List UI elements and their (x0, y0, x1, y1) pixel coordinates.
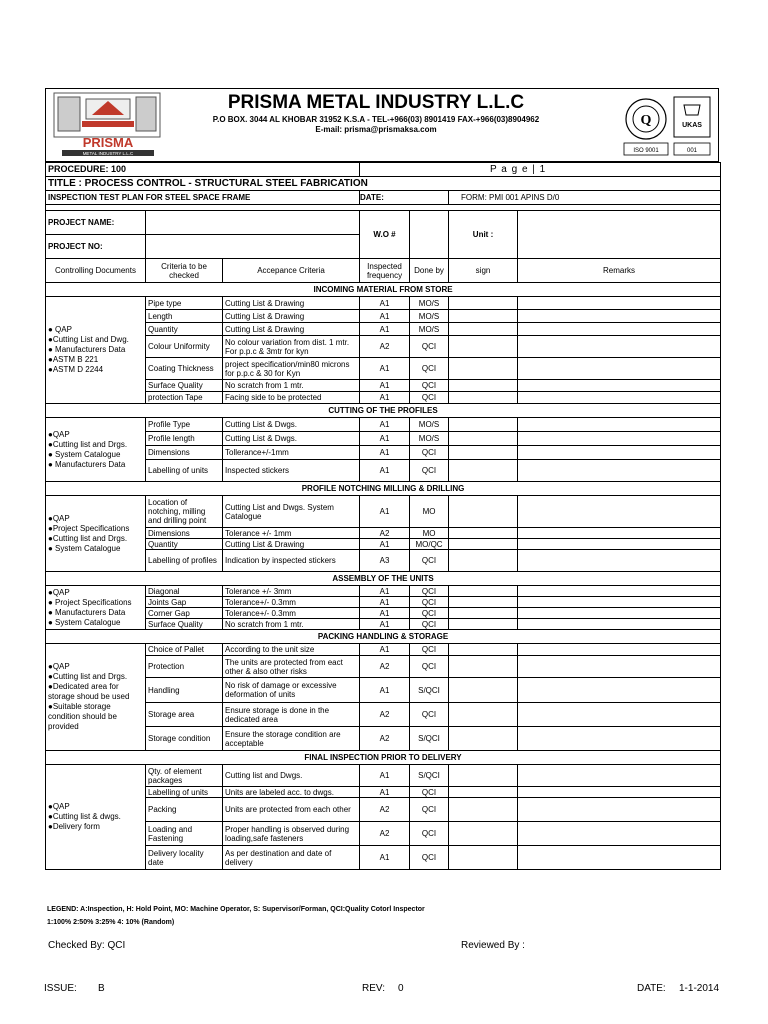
frequency-cell: A2 (360, 336, 410, 358)
section-header (46, 630, 721, 644)
frequency-cell: A1 (360, 619, 410, 630)
company-info (176, 91, 576, 135)
col-remarks: Remarks (518, 259, 721, 283)
issue-value: B (98, 983, 105, 994)
acceptance-cell: No colour variation from dist. 1 mtr. For p.p.c & 3mtr for kyn (223, 336, 360, 358)
col-criteria: Criteria to be checked (146, 259, 223, 283)
done-by-cell: QCI (410, 608, 449, 619)
table-row (46, 727, 721, 751)
done-by-cell: MO (410, 496, 449, 528)
acceptance-cell: Cutting List & Drawing (223, 297, 360, 310)
inspection-sheet (45, 162, 720, 870)
criteria-cell: Dimensions (146, 528, 223, 539)
remarks-cell[interactable] (518, 608, 721, 619)
frequency-cell: A1 (360, 586, 410, 597)
criteria-cell: Labelling of units (146, 460, 223, 482)
company-email: E-mail: prisma@prismaksa.com (315, 125, 437, 134)
sign-cell[interactable] (449, 619, 518, 630)
rev-label: REV: (362, 983, 385, 994)
controlling-documents: ●QAP ● Project Specifications ● Manufacturers Data ● System Catalogue (46, 586, 146, 630)
table-row (46, 619, 721, 630)
sign-cell[interactable] (449, 336, 518, 358)
table-row (46, 446, 721, 460)
frequency-cell: A1 (360, 432, 410, 446)
sign-cell[interactable] (449, 539, 518, 550)
done-by-cell: QCI (410, 550, 449, 572)
section-header (46, 482, 721, 496)
sign-cell[interactable] (449, 550, 518, 572)
project-no-label: PROJECT NO: (46, 235, 146, 259)
section-title: ASSEMBLY OF THE UNITS (46, 572, 721, 586)
controlling-documents: ●QAP ●Cutting list & dwgs. ●Delivery form (46, 765, 146, 870)
remarks-cell[interactable] (518, 787, 721, 798)
remarks-cell[interactable] (518, 727, 721, 751)
frequency-cell: A1 (360, 460, 410, 482)
remarks-cell[interactable] (518, 798, 721, 822)
done-by-cell: QCI (410, 846, 449, 870)
frequency-cell: A1 (360, 608, 410, 619)
frequency-cell: A1 (360, 678, 410, 703)
section-title: INCOMING MATERIAL FROM STORE (46, 283, 721, 297)
acceptance-cell: Cutting List & Drawing (223, 310, 360, 323)
criteria-cell: Diagonal (146, 586, 223, 597)
done-by-cell: QCI (410, 380, 449, 392)
sign-cell[interactable] (449, 297, 518, 310)
criteria-cell: Profile length (146, 432, 223, 446)
table-row (46, 432, 721, 446)
criteria-cell: Delivery locality date (146, 846, 223, 870)
acceptance-cell: Tolerance +/- 1mm (223, 528, 360, 539)
remarks-cell[interactable] (518, 418, 721, 432)
frequency-cell: A1 (360, 358, 410, 380)
sign-cell[interactable] (449, 496, 518, 528)
criteria-cell: Length (146, 310, 223, 323)
form-number: FORM: PMI 001 APINS D/0 (449, 191, 721, 205)
controlling-documents: ●QAP ●Cutting list and Drgs. ●Dedicated area for storage shoud be used ●Suitable storage condition should be provided (46, 644, 146, 751)
reviewed-by: Reviewed By : (461, 940, 525, 951)
done-by-cell: QCI (410, 586, 449, 597)
criteria-cell: Joints Gap (146, 597, 223, 608)
remarks-cell[interactable] (518, 323, 721, 336)
acceptance-cell: Cutting List and Dwgs. System Catalogue (223, 496, 360, 528)
acceptance-cell: Tolerance +/- 3mm (223, 586, 360, 597)
done-by-cell: QCI (410, 822, 449, 846)
sign-cell[interactable] (449, 446, 518, 460)
sign-cell[interactable] (449, 432, 518, 446)
sign-cell[interactable] (449, 678, 518, 703)
acceptance-cell: Tolerance+/- 0.3mm (223, 597, 360, 608)
company-address: P.O BOX. 3044 AL KHOBAR 31952 K.S.A - TEL-+966(03) 8901419 FAX-+966(03)8904962 (212, 115, 540, 124)
frequency-cell: A2 (360, 798, 410, 822)
frequency-cell: A1 (360, 418, 410, 432)
done-by-cell: QCI (410, 392, 449, 404)
sign-cell[interactable] (449, 528, 518, 539)
remarks-cell[interactable] (518, 432, 721, 446)
controlling-documents: ●QAP ●Cutting list and Drgs. ● System Catalogue ● Manufacturers Data (46, 418, 146, 482)
sign-cell[interactable] (449, 608, 518, 619)
acceptance-cell: As per destination and date of delivery (223, 846, 360, 870)
checked-by: Checked By: QCI (48, 940, 126, 951)
table-row (46, 297, 721, 310)
criteria-cell: Labelling of units (146, 787, 223, 798)
table-row (46, 846, 721, 870)
inspection-table (45, 162, 721, 870)
sign-cell[interactable] (449, 358, 518, 380)
remarks-cell[interactable] (518, 619, 721, 630)
acceptance-cell: Cutting list and Dwgs. (223, 765, 360, 787)
criteria-cell: Pipe type (146, 297, 223, 310)
remarks-cell[interactable] (518, 644, 721, 656)
done-by-cell: QCI (410, 656, 449, 678)
acceptance-cell: Cutting List & Drawing (223, 323, 360, 336)
legend-frequency: 1:100% 2:50% 3:25% 4: 10% (Random) (47, 919, 175, 926)
frequency-cell: A2 (360, 703, 410, 727)
acceptance-cell: According to the unit size (223, 644, 360, 656)
acceptance-cell: Units are protected from each other (223, 798, 360, 822)
remarks-cell[interactable] (518, 822, 721, 846)
remarks-cell[interactable] (518, 358, 721, 380)
procedure-label: PROCEDURE: 100 (46, 163, 360, 177)
section-header (46, 404, 721, 418)
done-by-cell: QCI (410, 798, 449, 822)
project-name-label: PROJECT NAME: (46, 211, 146, 235)
table-row (46, 765, 721, 787)
page-number: P a g e | 1 (360, 163, 721, 177)
date-footer-value: 1-1-2014 (679, 983, 720, 994)
col-sign: sign (449, 259, 518, 283)
done-by-cell: S/QCI (410, 727, 449, 751)
table-row (46, 539, 721, 550)
frequency-cell: A1 (360, 310, 410, 323)
done-by-cell: MO/S (410, 418, 449, 432)
table-row (46, 656, 721, 678)
criteria-cell: protection Tape (146, 392, 223, 404)
done-by-cell: QCI (410, 446, 449, 460)
table-row (46, 787, 721, 798)
criteria-cell: Storage condition (146, 727, 223, 751)
remarks-cell[interactable] (518, 380, 721, 392)
remarks-cell[interactable] (518, 846, 721, 870)
cert-number: 001 (686, 148, 698, 154)
frequency-cell: A1 (360, 446, 410, 460)
criteria-cell: Quantity (146, 539, 223, 550)
acceptance-cell: No scratch from 1 mtr. (223, 619, 360, 630)
remarks-cell[interactable] (518, 297, 721, 310)
sign-cell[interactable] (449, 787, 518, 798)
done-by-cell: QCI (410, 787, 449, 798)
table-row (46, 392, 721, 404)
acceptance-cell: project specification/min80 microns for p.p.c & 30 for Kyn (223, 358, 360, 380)
unit-label: Unit : (449, 211, 518, 259)
remarks-cell[interactable] (518, 496, 721, 528)
table-row (46, 703, 721, 727)
remarks-cell[interactable] (518, 656, 721, 678)
sign-cell[interactable] (449, 380, 518, 392)
frequency-cell: A1 (360, 380, 410, 392)
frequency-cell: A2 (360, 822, 410, 846)
done-by-cell: QCI (410, 460, 449, 482)
acceptance-cell: Tolerance+/- 0.3mm (223, 608, 360, 619)
criteria-cell: Labelling of profiles (146, 550, 223, 572)
frequency-cell: A1 (360, 765, 410, 787)
remarks-cell[interactable] (518, 586, 721, 597)
issue-label: ISSUE: (44, 983, 77, 994)
frequency-cell: A2 (360, 727, 410, 751)
frequency-cell: A1 (360, 297, 410, 310)
controlling-documents: ● QAP ●Cutting List and Dwg. ● Manufacturers Data ●ASTM B 221 ●ASTM D 2244 (46, 297, 146, 404)
acceptance-cell: Inspected stickers (223, 460, 360, 482)
project-name-field[interactable] (146, 211, 360, 235)
done-by-cell: MO/S (410, 310, 449, 323)
criteria-cell: Dimensions (146, 446, 223, 460)
col-done-by: Done by (410, 259, 449, 283)
wo-field[interactable] (410, 211, 449, 259)
table-row (46, 822, 721, 846)
section-header (46, 283, 721, 297)
section-title: FINAL INSPECTION PRIOR TO DELIVERY (46, 751, 721, 765)
done-by-cell: QCI (410, 619, 449, 630)
sign-cell[interactable] (449, 310, 518, 323)
project-no-field[interactable] (146, 235, 360, 259)
frequency-cell: A1 (360, 846, 410, 870)
remarks-cell[interactable] (518, 446, 721, 460)
criteria-cell: Quantity (146, 323, 223, 336)
done-by-cell: MO/QC (410, 539, 449, 550)
section-title: PACKING HANDLING & STORAGE (46, 630, 721, 644)
acceptance-cell: Indication by inspected stickers (223, 550, 360, 572)
sign-cell[interactable] (449, 703, 518, 727)
table-row (46, 380, 721, 392)
controlling-documents: ●QAP ●Project Specifications ●Cutting list and Drgs. ● System Catalogue (46, 496, 146, 572)
acceptance-cell: Ensure the storage condition are acceptable (223, 727, 360, 751)
wo-label: W.O # (360, 211, 410, 259)
sign-cell[interactable] (449, 418, 518, 432)
criteria-cell: Protection (146, 656, 223, 678)
remarks-cell[interactable] (518, 597, 721, 608)
criteria-cell: Location of notching, milling and drilling point (146, 496, 223, 528)
done-by-cell: QCI (410, 644, 449, 656)
frequency-cell: A2 (360, 528, 410, 539)
unit-field[interactable] (518, 211, 721, 259)
sign-cell[interactable] (449, 798, 518, 822)
rev-value: 0 (398, 983, 404, 994)
table-row (46, 586, 721, 597)
logo-subtext: METAL INDUSTRY L.L.C (82, 151, 134, 156)
acceptance-cell: No scratch from 1 mtr. (223, 380, 360, 392)
remarks-cell[interactable] (518, 765, 721, 787)
acceptance-cell: Facing side to be protected (223, 392, 360, 404)
sign-cell[interactable] (449, 392, 518, 404)
acceptance-cell: Ensure storage is done in the dedicated area (223, 703, 360, 727)
svg-text:Q: Q (640, 113, 652, 128)
remarks-cell[interactable] (518, 310, 721, 323)
done-by-cell: MO/S (410, 323, 449, 336)
table-row (46, 418, 721, 432)
table-row (46, 528, 721, 539)
remarks-cell[interactable] (518, 539, 721, 550)
sign-cell[interactable] (449, 846, 518, 870)
legend-line: LEGEND: A:Inspection, H: Hold Point, MO: Machine Operator, S: Supervisor/Forman, QCI:Quality Cotorl Inspector (47, 906, 425, 913)
done-by-cell: S/QCI (410, 678, 449, 703)
frequency-cell: A1 (360, 787, 410, 798)
done-by-cell: MO (410, 528, 449, 539)
document-title: TITLE : PROCESS CONTROL - STRUCTURAL STEEL FABRICATION (46, 177, 721, 191)
sign-cell[interactable] (449, 460, 518, 482)
frequency-cell: A1 (360, 496, 410, 528)
criteria-cell: Profile Type (146, 418, 223, 432)
criteria-cell: Corner Gap (146, 608, 223, 619)
ukas-text: UKAS (682, 122, 702, 129)
header-box (45, 88, 719, 162)
remarks-cell[interactable] (518, 550, 721, 572)
remarks-cell[interactable] (518, 392, 721, 404)
frequency-cell: A1 (360, 392, 410, 404)
sign-cell[interactable] (449, 597, 518, 608)
done-by-cell: MO/S (410, 432, 449, 446)
table-row (46, 597, 721, 608)
table-row (46, 323, 721, 336)
acceptance-cell: Tollerance+/-1mm (223, 446, 360, 460)
remarks-cell[interactable] (518, 336, 721, 358)
table-row (46, 644, 721, 656)
criteria-cell: Choice of Pallet (146, 644, 223, 656)
table-row (46, 310, 721, 323)
date-label: DATE: (360, 191, 449, 205)
remarks-cell[interactable] (518, 460, 721, 482)
table-row (46, 460, 721, 482)
criteria-cell: Handling (146, 678, 223, 703)
iso-text: ISO 9001 (633, 148, 659, 154)
section-title: CUTTING OF THE PROFILES (46, 404, 721, 418)
criteria-cell: Packing (146, 798, 223, 822)
sign-cell[interactable] (449, 323, 518, 336)
acceptance-cell: Proper handling is observed during loading,safe fasteners (223, 822, 360, 846)
done-by-cell: QCI (410, 703, 449, 727)
table-row (46, 608, 721, 619)
criteria-cell: Surface Quality (146, 619, 223, 630)
done-by-cell: MO/S (410, 297, 449, 310)
criteria-cell: Coating Thickness (146, 358, 223, 380)
acceptance-cell: Cutting List & Drawing (223, 539, 360, 550)
section-header (46, 751, 721, 765)
done-by-cell: QCI (410, 597, 449, 608)
sign-cell[interactable] (449, 822, 518, 846)
criteria-cell: Loading and Fastening (146, 822, 223, 846)
table-row (46, 798, 721, 822)
acceptance-cell: No risk of damage or excessive deformation of units (223, 678, 360, 703)
remarks-cell[interactable] (518, 528, 721, 539)
table-row (46, 678, 721, 703)
sign-cell[interactable] (449, 727, 518, 751)
sign-cell[interactable] (449, 765, 518, 787)
section-header (46, 572, 721, 586)
table-row (46, 550, 721, 572)
frequency-cell: A1 (360, 597, 410, 608)
frequency-cell: A1 (360, 323, 410, 336)
col-frequency: Inspected frequency (360, 259, 410, 283)
plan-title: INSPECTION TEST PLAN FOR STEEL SPACE FRAME (46, 191, 360, 205)
acceptance-cell: The units are protected from eact other & also other risks (223, 656, 360, 678)
done-by-cell: S/QCI (410, 765, 449, 787)
table-row (46, 336, 721, 358)
date-footer-label: DATE: (637, 983, 666, 994)
section-title: PROFILE NOTCHING MILLING & DRILLING (46, 482, 721, 496)
company-name: PRISMA METAL INDUSTRY L.L.C (227, 92, 525, 113)
sign-cell[interactable] (449, 586, 518, 597)
acceptance-cell: Cutting List & Dwgs. (223, 418, 360, 432)
frequency-cell: A1 (360, 539, 410, 550)
sign-cell[interactable] (449, 656, 518, 678)
logo-text: PRISMA (82, 135, 134, 150)
acceptance-cell: Cutting List & Dwgs. (223, 432, 360, 446)
remarks-cell[interactable] (518, 678, 721, 703)
criteria-cell: Surface Quality (146, 380, 223, 392)
remarks-cell[interactable] (518, 703, 721, 727)
table-row (46, 496, 721, 528)
table-row (46, 358, 721, 380)
frequency-cell: A2 (360, 656, 410, 678)
frequency-cell: A3 (360, 550, 410, 572)
frequency-cell: A1 (360, 644, 410, 656)
done-by-cell: QCI (410, 336, 449, 358)
done-by-cell: QCI (410, 358, 449, 380)
criteria-cell: Storage area (146, 703, 223, 727)
certification-seal-icon (622, 93, 714, 157)
criteria-cell: Colour Uniformity (146, 336, 223, 358)
criteria-cell: Qty. of element packages (146, 765, 223, 787)
sign-cell[interactable] (449, 644, 518, 656)
col-acceptance: Accepance Criteria (223, 259, 360, 283)
company-logo (52, 91, 164, 157)
col-controlling-documents: Controlling Documents (46, 259, 146, 283)
acceptance-cell: Units are labeled acc. to dwgs. (223, 787, 360, 798)
